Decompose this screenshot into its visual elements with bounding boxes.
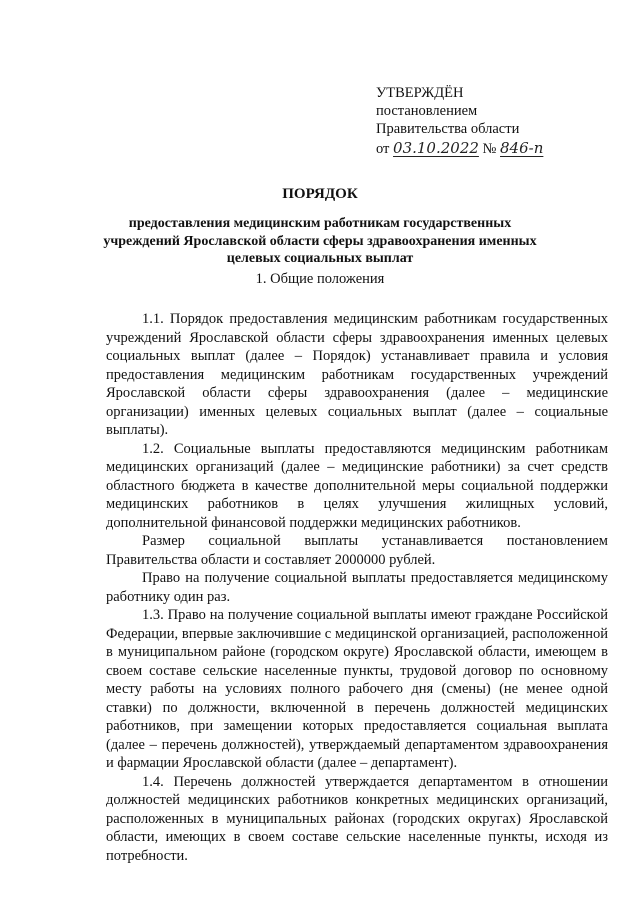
handwritten-date: 03.10.2022: [393, 138, 479, 157]
handwritten-number: 846-п: [500, 138, 544, 157]
approval-date-number: [376, 139, 616, 158]
approval-heading: УТВЕРЖДЁН: [376, 85, 464, 101]
document-body: [106, 310, 608, 865]
paragraph-1-2: 1.2. Социальные выплаты предоставляются медицинским работникам медицинских организаций (далее – медицинские работники) за счет средств областного бюджета в качестве дополнительной меры социальной поддержки медицинских работников в целях улучшения жилищных условий, дополнительной финансовой поддержки медицинских работников.: [106, 440, 608, 531]
section-heading: 1. Общие положения: [255, 271, 385, 287]
paragraph-1-4: 1.4. Перечень должностей утверждается департаментом в отношении должностей медицинских работников конкретных медицинских организаций, расположенных в муниципальных районах (городских округах) Ярославской области, имеющих в своем составе сельские населенные пункты, исходя из потребности.: [106, 773, 608, 864]
paragraph-payment-size: Размер социальной выплаты устанавливается постановлением Правительства области и составляет 2000000 рублей.: [106, 533, 608, 568]
approval-line-resolution: постановлением: [376, 103, 478, 120]
title-block: [95, 185, 545, 268]
paragraph-1-1: 1.1. Порядок предоставления медицинским работникам государственных учреждений Ярославской области сферы здравоохранения именных целевых социальных выплат (далее – Порядок) устанавливает правила и условия предоставления медицинским работникам государственных учреждений Ярославской области сферы здравоохранения (далее – медицинские организации) именных целевых социальных выплат (далее – социальные выплаты).: [106, 311, 608, 438]
approval-line-government: Правительства области: [376, 121, 520, 138]
paragraph-1-3: 1.3. Право на получение социальной выплаты имеют граждане Российской Федерации, впервые заключившие с медицинской организацией, расположенной в муниципальном районе (городском округе) Ярославской области, имеющем в своем составе сельские населенные пункты, трудовой договор по основному месту работы на условиях полного рабочего дня (смены) (не менее одной ставки) по должности, включенной в перечень должностей медицинских работников, при замещении которых предоставляется социальная выплата (далее – перечень должностей), утверждаемый департаментом здравоохранения и фармации Ярославской области (далее – департамент).: [106, 607, 608, 771]
date-prefix: от: [376, 140, 390, 157]
number-prefix: №: [482, 140, 497, 157]
document-title: ПОРЯДОК: [282, 186, 358, 202]
paragraph-payment-once: Право на получение социальной выплаты предоставляется медицинскому работнику один раз.: [106, 570, 608, 605]
approval-stamp: [376, 84, 616, 158]
document-subtitle: предоставления медицинским работникам государственных учреждений Ярославской области сферы здравоохранения именных целевых социальных выплат: [103, 216, 537, 266]
